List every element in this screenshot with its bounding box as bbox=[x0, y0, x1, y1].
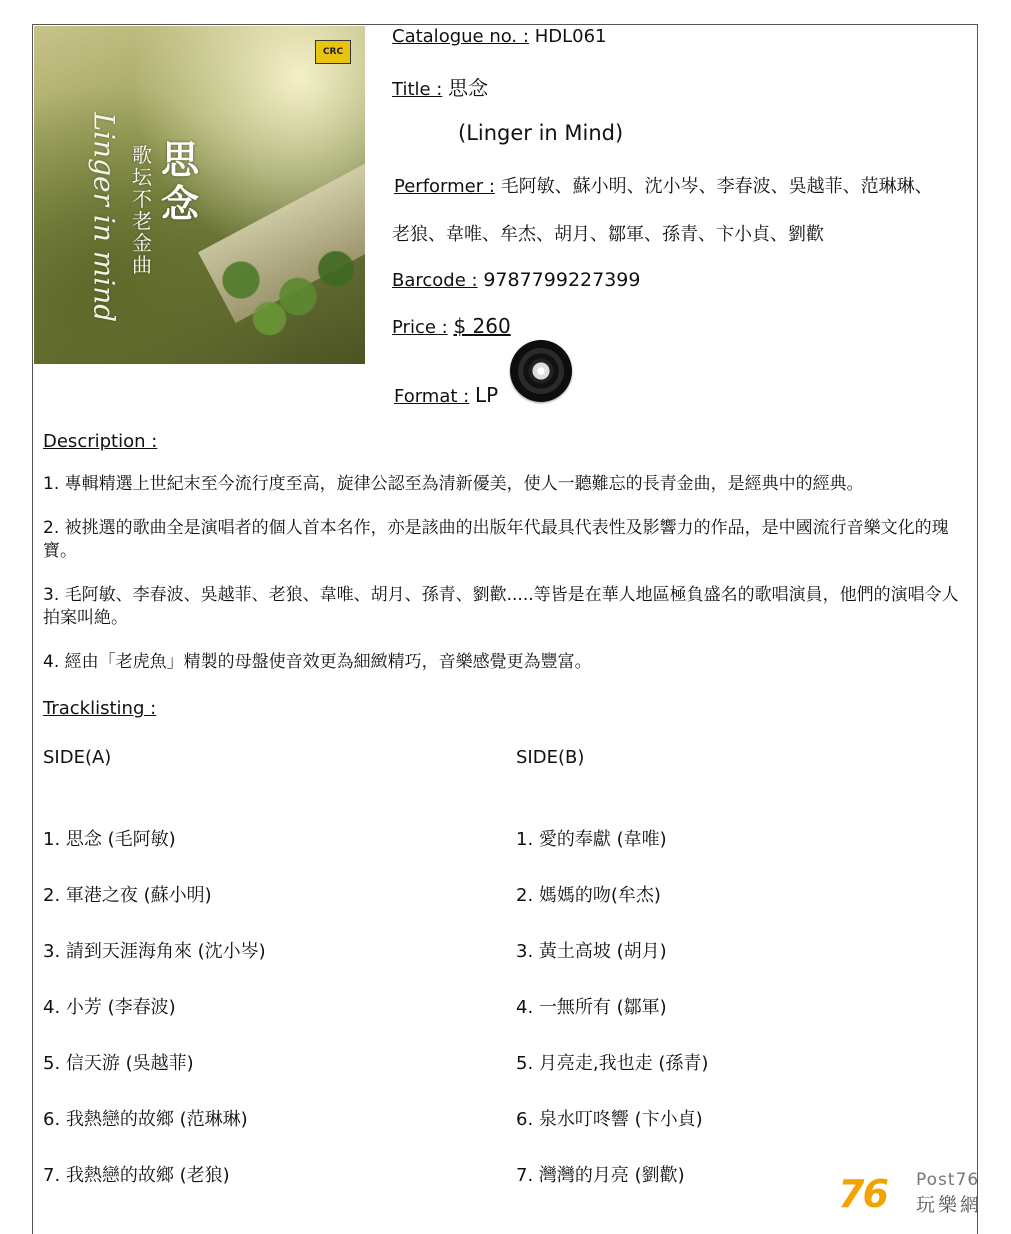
barcode-label: Barcode : bbox=[392, 270, 478, 291]
cover-subtitle: 歌坛不老金曲 bbox=[132, 143, 152, 277]
watermark-chinese: 玩樂網 bbox=[916, 1194, 983, 1216]
performer-line-2: 老狼、韋唯、牟杰、胡月、鄒軍、孫青、卞小貞、劉歡 bbox=[392, 224, 824, 245]
watermark-post: Post76 bbox=[916, 1170, 980, 1190]
watermark-number: 76 bbox=[838, 1172, 887, 1216]
side-b-label: SIDE(B) bbox=[516, 747, 585, 768]
tracklisting-heading-text: Tracklisting : bbox=[43, 698, 157, 719]
cover-title: 思念 bbox=[160, 137, 199, 226]
description-item-2: 2. 被挑選的歌曲全是演唱者的個人首本名作，亦是該曲的出版年代最具代表性及影響力的作品，是中國流行音樂文化的瑰寶。 bbox=[43, 518, 949, 561]
catalogue-value: HDL061 bbox=[534, 26, 607, 47]
cover-label-logo: CRC bbox=[315, 40, 351, 64]
description-heading-text: Description : bbox=[43, 431, 158, 452]
title-row bbox=[392, 72, 488, 101]
track-b-2: 2. 媽媽的吻(牟杰) bbox=[516, 885, 661, 906]
track-a-7: 7. 我熱戀的故鄉 (老狼) bbox=[43, 1165, 230, 1186]
track-b-3: 3. 黃土高坡 (胡月) bbox=[516, 941, 667, 962]
price-label: Price : bbox=[392, 317, 448, 338]
format-label: Format : bbox=[394, 386, 470, 407]
description-item-3: 3. 毛阿敏、李春波、吳越菲、老狼、韋唯、胡月、孫青、劉歡.....等皆是在華人地區極負盛名的歌唱演員，他們的演唱令人拍案叫絶。 bbox=[43, 585, 959, 628]
track-b-7: 7. 灣灣的月亮 (劉歡) bbox=[516, 1165, 685, 1186]
cover-english-title: Linger in mind bbox=[87, 112, 121, 323]
format-row bbox=[394, 383, 498, 407]
barcode-value: 9787799227399 bbox=[483, 269, 641, 291]
track-a-3: 3. 請到天涯海角來 (沈小岑) bbox=[43, 941, 266, 962]
title-label: Title : bbox=[392, 79, 443, 100]
description-heading bbox=[43, 430, 971, 453]
tracklisting-heading bbox=[43, 697, 971, 720]
track-a-2: 2. 軍港之夜 (蘇小明) bbox=[43, 885, 212, 906]
description-item-1: 1. 專輯精選上世紀末至今流行度至高，旋律公認至為清新優美，使人一聽難忘的長青金曲，是經典中的經典。 bbox=[43, 474, 864, 494]
vinyl-record-icon bbox=[510, 340, 572, 402]
track-a-4: 4. 小芳 (李春波) bbox=[43, 997, 176, 1018]
format-value: LP bbox=[474, 383, 499, 407]
catalogue-row bbox=[392, 26, 606, 47]
performer-label: Performer : bbox=[394, 176, 495, 197]
track-a-6: 6. 我熱戀的故鄉 (范琳琳) bbox=[43, 1109, 248, 1130]
track-b-4: 4. 一無所有 (鄒軍) bbox=[516, 997, 667, 1018]
price-value: $ 260 bbox=[453, 314, 511, 338]
title-value: 思念 bbox=[448, 76, 489, 100]
catalogue-label: Catalogue no. : bbox=[392, 26, 529, 47]
description-item-4: 4. 經由「老虎魚」精製的母盤使音效更為細緻精巧，音樂感覺更為豐富。 bbox=[43, 652, 592, 672]
post76-watermark-logo bbox=[838, 1168, 998, 1218]
track-a-5: 5. 信天游 (吳越菲) bbox=[43, 1053, 194, 1074]
performer-line-1: 毛阿敏、蘇小明、沈小岑、李春波、吳越菲、范琳琳、 bbox=[500, 176, 933, 197]
barcode-row bbox=[392, 269, 640, 291]
track-a-1: 1. 思念 (毛阿敏) bbox=[43, 829, 176, 850]
side-a-label: SIDE(A) bbox=[43, 747, 112, 768]
cover-leaves-graphic bbox=[184, 236, 365, 346]
price-row bbox=[392, 314, 511, 338]
performer-row bbox=[394, 172, 933, 198]
track-b-5: 5. 月亮走,我也走 (孫青) bbox=[516, 1053, 709, 1074]
track-b-1: 1. 愛的奉獻 (韋唯) bbox=[516, 829, 667, 850]
track-b-6: 6. 泉水叮咚響 (卞小貞) bbox=[516, 1109, 703, 1130]
title-english: (Linger in Mind) bbox=[458, 121, 624, 145]
album-cover-image bbox=[34, 26, 365, 364]
